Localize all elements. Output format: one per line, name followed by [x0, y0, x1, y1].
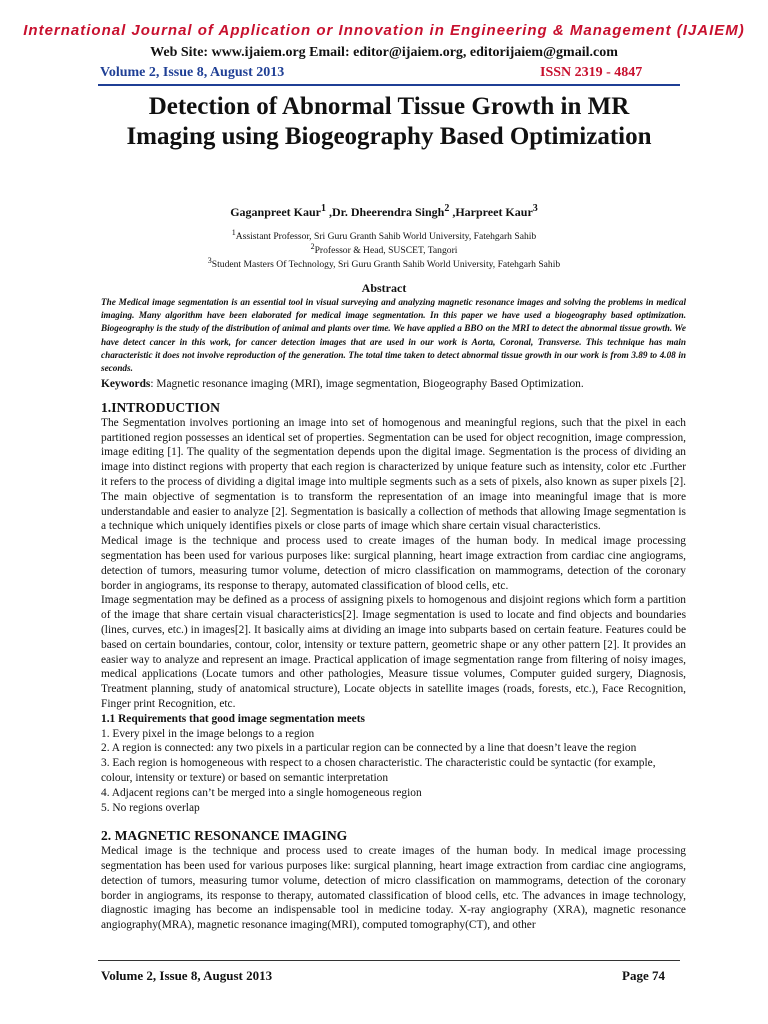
requirement-item: 5. No regions overlap	[101, 801, 200, 814]
requirement-item: 3. Each region is homogeneous with respect to a chosen characteristic. The characteristic could be syntactic (for example, colour, intensity or texture) or based on semantic interpretation	[101, 757, 656, 784]
affiliation	[0, 256, 768, 270]
abstract-text: The Medical image segmentation is an essential tool in visual surveying and analyzing magnetic resonance images and solving the problems in medical imaging. Many algorithm have been elaborated for medical image segmentation. In this paper we have used a biogeography based optimization. Biogeography is the study of the distribution of animal and plants over time. We have applied a BBO on the MRI to detect the abnormal tissue growth. We have detect cancer in this work, for cancer detection images that are used in our work is Aorta, Coronal, Transverse. This technique has main characteristic it does not involve reproduction of the generation. The total time taken to detect abnormal tissue growth in our work is from 3.89 to 4.08 in seconds.	[101, 297, 686, 374]
section-heading-mri: 2. MAGNETIC RESONANCE IMAGING	[101, 828, 348, 844]
paper-title: Detection of Abnormal Tissue Growth in MR Imaging using Biogeography Based Optimization	[126, 93, 652, 150]
footer-page-number: Page 74	[622, 968, 665, 983]
footer-volume: Volume 2, Issue 8, August 2013	[101, 968, 273, 983]
requirement-item: 2. A region is connected: any two pixels in a particular region can be connected by a line that doesn’t leave the region	[101, 742, 637, 755]
keywords-line	[101, 377, 686, 392]
subsection-heading-requirements: 1.1 Requirements that good image segmentation meets	[101, 712, 365, 725]
author-list	[0, 203, 768, 220]
paragraph: Medical image is the technique and process used to create images of the human body. In medical image processing segmentation has been used for various purposes like: surgical planning, heart image extraction from cardiac cine angiograms, detection of tumors, measuring tumor volume, detection of micro classification on mammograms, detection of the coronary border in angiograms, its response to therapy, automated classification of blood cells, etc.	[101, 535, 686, 592]
author-name: Gaganpreet Kaur	[230, 205, 321, 219]
paragraph: The Segmentation involves portioning an image into set of homogenous and meaningful regions, such that the pixel in each partitioned region possesses an identical set of properties. Segmentation can be used for object recognition, image compression, image editing [1]. The quality of the segmentation depends upon the digital image. Segmentation is the process of dividing an image into distinct regions with property that each region is characterized by unique feature such as intensity, color etc .Further it refers to the process of dividing a digital image into multiple segments such as a sets of pixels, also known as super pixels [2]. The main objective of segmentation is to transform the representation of an image into meaningful image that is more understandable and easier to analyze [2]. Segmentation is basically a collection of methods that allowing Image segmentation is a technique which uniquely identifies pixels or close parts of image which share certain visual characteristics.	[101, 416, 686, 533]
journal-website-line: Web Site: www.ijaiem.org Email: editor@ijaiem.org, editorijaiem@gmail.com	[150, 45, 618, 60]
main-body	[101, 296, 686, 933]
affiliation-text: Professor & Head, SUSCET, Tangori	[314, 245, 458, 257]
abstract-heading: Abstract	[361, 281, 407, 295]
requirement-item: 4. Adjacent regions can’t be merged into a single homogeneous region	[101, 786, 422, 799]
affiliation-text: Assistant Professor, Sri Guru Granth Sahib World University, Fatehgarh Sahib	[235, 231, 537, 243]
affiliation-number: 3	[207, 256, 212, 265]
paragraph: Image segmentation may be defined as a process of assigning pixels to homogenous and disjoint regions which form a partition of the image that share certain visual characteristics[2]. Image segmentation is used to locate and find objects and boundaries (lines, curves, etc.) in images[2]. It basically aims at dividing an image into subparts based on certain feature. Features could be based on certain boundaries, contour, color, intensity or texture pattern, geometric shape or any other pattern [2]. It provides an easier way to analyze and represent an image. Practical application of image segmentation range from filtering of noisy images, medical applications (Locate tumors and other pathologies, Measure tissue volumes, Computer guided surgery, Diagnosis, Treatment planning, study of anatomical structure), Locate objects in satellite images (roads, forests, etc.), Face Recognition, Finger print Recognition, etc.	[101, 594, 686, 710]
journal-title: International Journal of Application or Innovation in Engineering & Management (IJAIEM)	[23, 22, 745, 39]
section-heading-introduction: 1.INTRODUCTION	[101, 400, 220, 416]
header-issn: ISSN 2319 - 4847	[540, 65, 643, 80]
affiliation-text: Student Masters Of Technology, Sri Guru Granth Sahib World University, Fatehgarh Sahib	[211, 259, 561, 271]
affiliation-number: 1	[231, 228, 236, 237]
header-rule	[98, 84, 680, 86]
author-affil-number: 3	[532, 203, 538, 214]
author-name: ,Dr. Dheerendra Singh	[325, 205, 445, 219]
keywords-text: : Magnetic resonance imaging (MRI), image segmentation, Biogeography Based Optimization.	[150, 378, 584, 391]
footer-rule	[98, 960, 680, 961]
affiliation	[0, 228, 768, 242]
header-volume: Volume 2, Issue 8, August 2013	[100, 65, 285, 80]
author-affil-number: 2	[444, 203, 450, 214]
keywords-label: Keywords	[101, 378, 151, 391]
affiliation-number: 2	[310, 242, 315, 251]
author-affil-number: 1	[320, 203, 326, 214]
author-name: ,Harpreet Kaur	[449, 205, 533, 219]
paragraph: Medical image is the technique and process used to create images of the human body. In medical image processing segmentation has been used for various purposes like: surgical planning, heart image extraction from cardiac cine angiograms, detection of tumors, measuring tumor volume, detection of micro classification on mammograms, detection of the coronary border in angiograms, its response to therapy, automated classification of blood cells, etc. The advances in image technology, diagnostic imaging has become an indispensable tool in medicine today. X-ray angiography (XRA), magnetic resonance angiography(MRA), magnetic resonance imaging(MRI), computed tomography(CT), and other	[101, 845, 686, 932]
requirement-item: 1. Every pixel in the image belongs to a region	[101, 727, 315, 740]
affiliation	[0, 242, 768, 256]
